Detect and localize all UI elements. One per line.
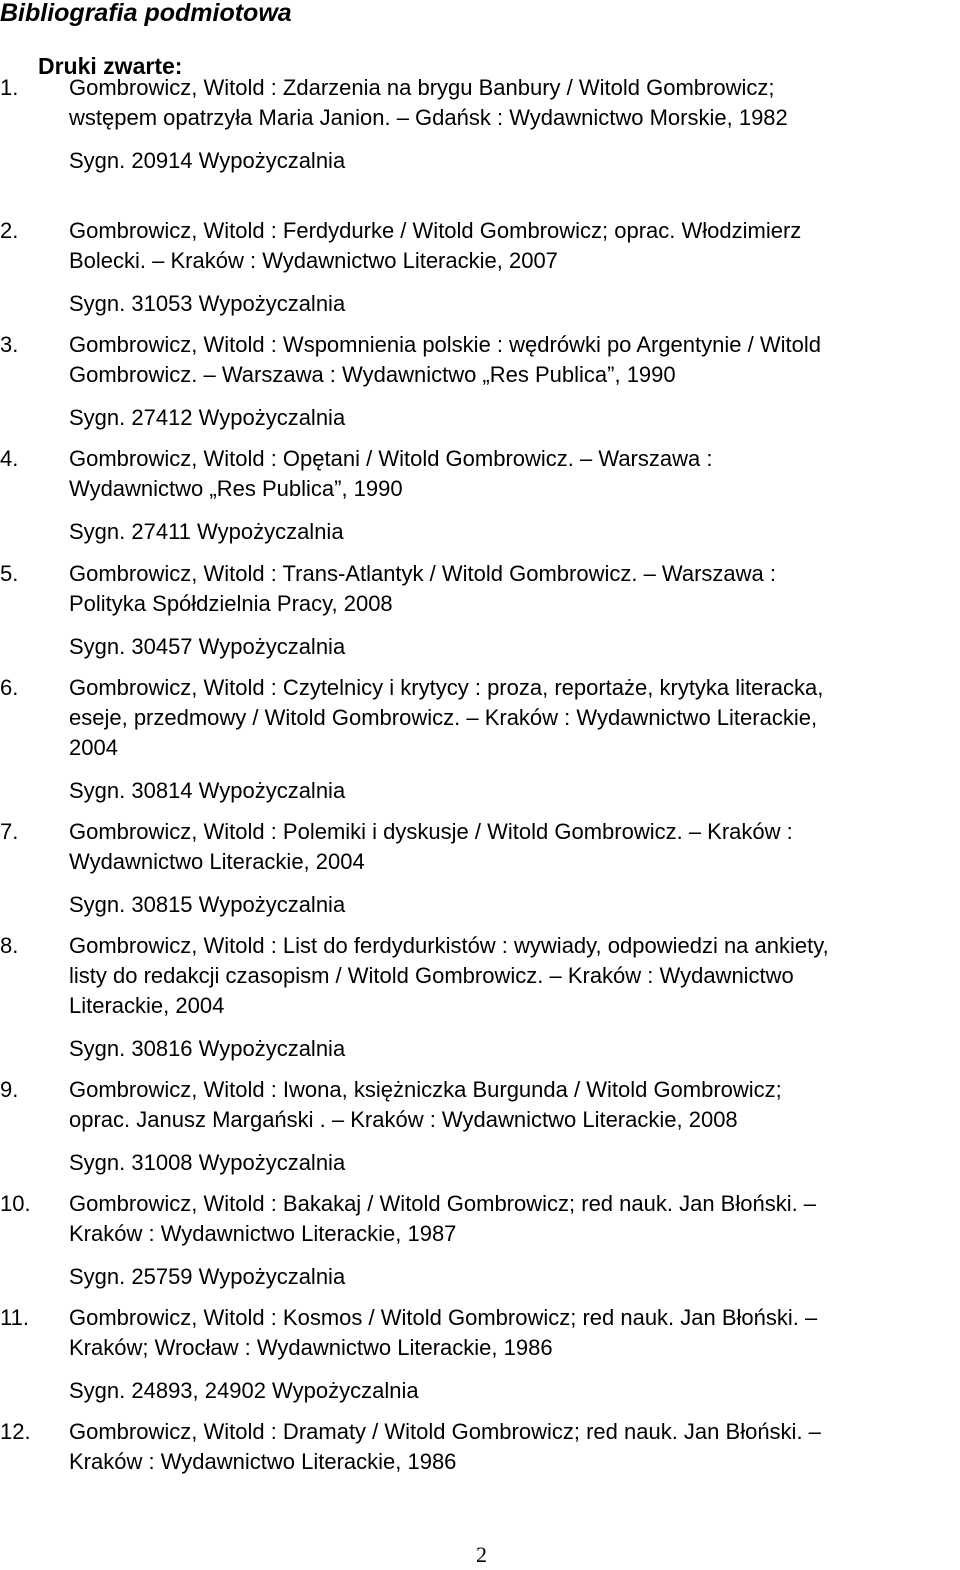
entry-number: 3.	[0, 332, 19, 357]
citation-line: Kraków : Wydawnictwo Literackie, 1987	[69, 1221, 457, 1246]
entry-number: 11.	[0, 1305, 29, 1330]
citation-line: Gombrowicz, Witold : Wspomnienia polskie : wędrówki po Argentynie / Witold	[69, 332, 821, 357]
entry-number: 6.	[0, 675, 19, 700]
entry-number: 12.	[0, 1419, 31, 1444]
call-number: Sygn. 30816 Wypożyczalnia	[69, 1036, 346, 1061]
citation-line: Gombrowicz, Witold : Czytelnicy i krytycy : proza, reportaże, krytyka literacka,	[69, 675, 824, 700]
citation-line: Wydawnictwo „Res Publica”, 1990	[69, 476, 403, 501]
call-number: Sygn. 30814 Wypożyczalnia	[69, 778, 346, 803]
page-number: 2	[476, 1542, 487, 1567]
entry-citation	[69, 73, 788, 133]
entry-citation	[69, 444, 712, 504]
citation-line: Kraków : Wydawnictwo Literackie, 1986	[69, 1449, 457, 1474]
entry-citation	[69, 1189, 816, 1249]
entry-citation	[69, 1075, 782, 1135]
section-heading: Druki zwarte:	[38, 53, 183, 79]
citation-line: Gombrowicz. – Warszawa : Wydawnictwo „Res Publica”, 1990	[69, 362, 676, 387]
citation-line: eseje, przedmowy / Witold Gombrowicz. – Kraków : Wydawnictwo Literackie,	[69, 705, 818, 730]
call-number: Sygn. 31053 Wypożyczalnia	[69, 291, 346, 316]
citation-line: Gombrowicz, Witold : Iwona, księżniczka Burgunda / Witold Gombrowicz;	[69, 1077, 782, 1102]
citation-line: Gombrowicz, Witold : Kosmos / Witold Gombrowicz; red nauk. Jan Błoński. –	[69, 1305, 818, 1330]
citation-line: Gombrowicz, Witold : Ferdydurke / Witold Gombrowicz; oprac. Włodzimierz	[69, 218, 802, 243]
citation-line: wstępem opatrzyła Maria Janion. – Gdańsk : Wydawnictwo Morskie, 1982	[69, 105, 788, 130]
call-number: Sygn. 30815 Wypożyczalnia	[69, 892, 346, 917]
page-title: Bibliografia podmiotowa	[0, 0, 292, 27]
citation-line: oprac. Janusz Margański . – Kraków : Wydawnictwo Literackie, 2008	[69, 1107, 738, 1132]
citation-line: Wydawnictwo Literackie, 2004	[69, 849, 365, 874]
call-number: Sygn. 27411 Wypożyczalnia	[69, 519, 344, 544]
citation-line: 2004	[69, 735, 118, 760]
entry-number: 4.	[0, 446, 19, 471]
call-number: Sygn. 27412 Wypożyczalnia	[69, 405, 346, 430]
citation-line: Polityka Spółdzielnia Pracy, 2008	[69, 591, 393, 616]
citation-line: Gombrowicz, Witold : Bakakaj / Witold Gombrowicz; red nauk. Jan Błoński. –	[69, 1191, 817, 1216]
call-number: Sygn. 30457 Wypożyczalnia	[69, 634, 346, 659]
call-number: Sygn. 24893, 24902 Wypożyczalnia	[69, 1378, 419, 1403]
entry-number: 10.	[0, 1191, 31, 1216]
entry-number: 1.	[0, 75, 19, 100]
entry-number: 7.	[0, 819, 19, 844]
entry-citation	[69, 216, 801, 276]
entry-number: 2.	[0, 218, 19, 243]
entry-citation	[69, 1417, 821, 1477]
citation-line: Bolecki. – Kraków : Wydawnictwo Literackie, 2007	[69, 248, 558, 273]
citation-line: Gombrowicz, Witold : Polemiki i dyskusje / Witold Gombrowicz. – Kraków :	[69, 819, 793, 844]
entry-citation	[69, 330, 821, 390]
entry-citation	[69, 817, 793, 877]
citation-line: Gombrowicz, Witold : Dramaty / Witold Gombrowicz; red nauk. Jan Błoński. –	[69, 1419, 821, 1444]
citation-line: Gombrowicz, Witold : List do ferdydurkistów : wywiady, odpowiedzi na ankiety,	[69, 933, 829, 958]
entry-citation	[69, 1303, 817, 1363]
entry-number: 5.	[0, 561, 19, 586]
call-number: Sygn. 31008 Wypożyczalnia	[69, 1150, 346, 1175]
entry-citation	[69, 931, 829, 1021]
citation-line: Kraków; Wrocław : Wydawnictwo Literackie, 1986	[69, 1335, 553, 1360]
entry-citation	[69, 673, 823, 763]
entry-number: 8.	[0, 933, 19, 958]
citation-line: listy do redakcji czasopism / Witold Gombrowicz. – Kraków : Wydawnictwo	[69, 963, 794, 988]
entry-citation	[69, 559, 776, 619]
citation-line: Gombrowicz, Witold : Trans-Atlantyk / Witold Gombrowicz. – Warszawa :	[69, 561, 777, 586]
entry-number: 9.	[0, 1077, 19, 1102]
citation-line: Literackie, 2004	[69, 993, 225, 1018]
citation-line: Gombrowicz, Witold : Zdarzenia na brygu Banbury / Witold Gombrowicz;	[69, 75, 775, 100]
citation-line: Gombrowicz, Witold : Opętani / Witold Gombrowicz. – Warszawa :	[69, 446, 713, 471]
call-number: Sygn. 25759 Wypożyczalnia	[69, 1264, 346, 1289]
call-number: Sygn. 20914 Wypożyczalnia	[69, 148, 346, 173]
